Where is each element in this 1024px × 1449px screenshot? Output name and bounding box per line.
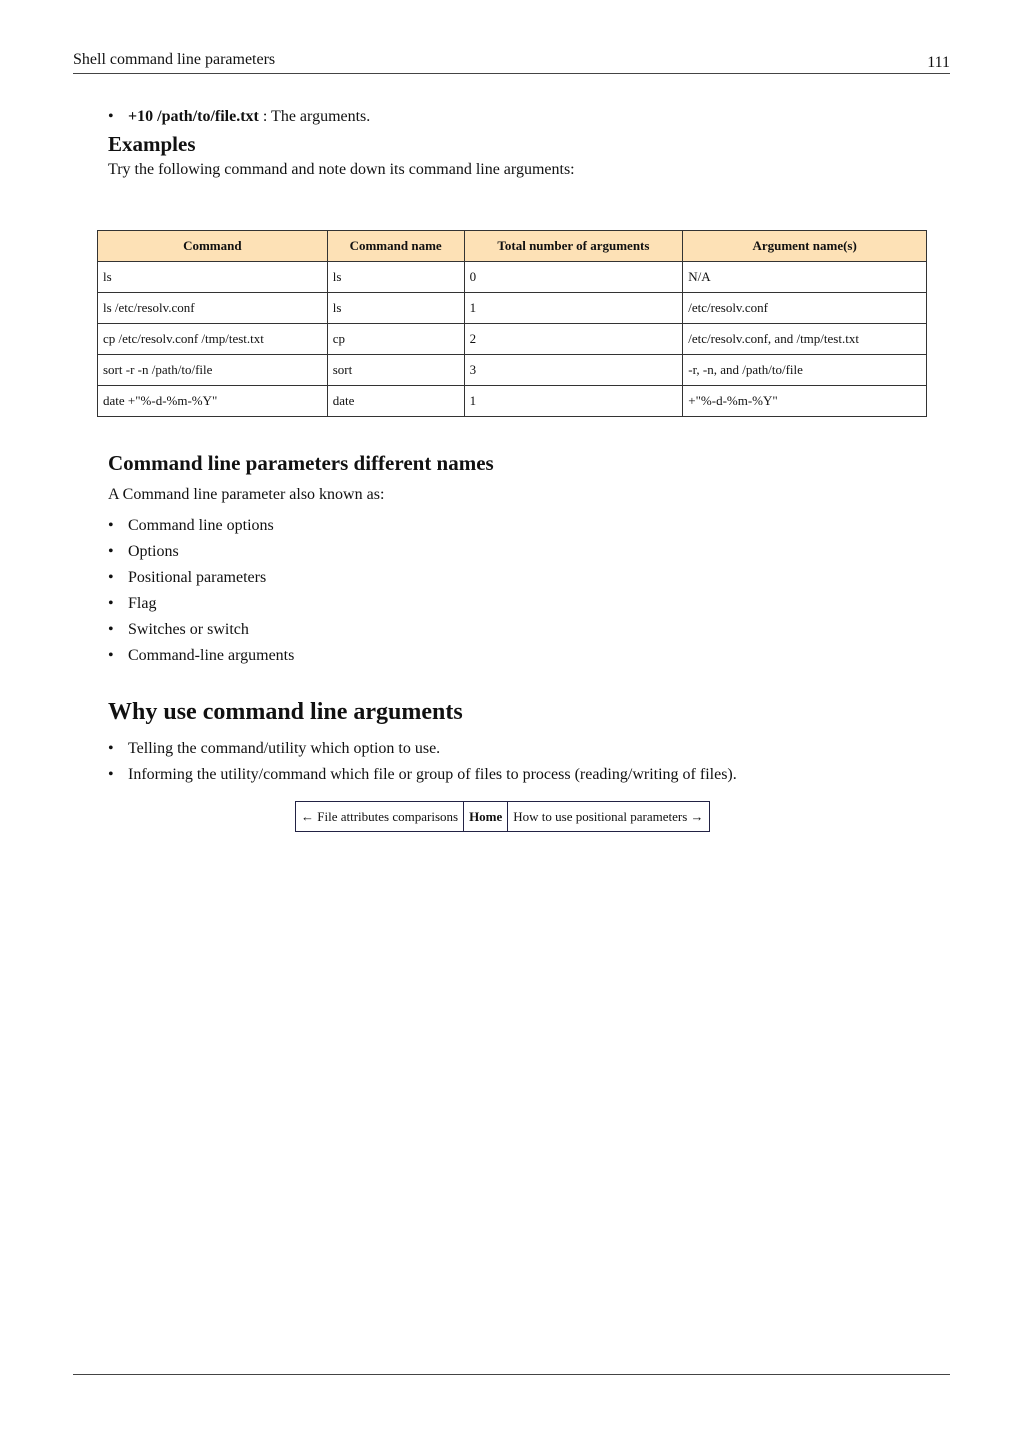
list-item: • Command line options: [108, 513, 950, 539]
list-item: • Informing the utility/command which file or group of files to process (reading/writing of files).: [108, 762, 950, 788]
page-number: 111: [927, 54, 950, 71]
table-row: [98, 262, 927, 293]
why-heading: Why use command line arguments: [108, 699, 463, 725]
list-item: • Positional parameters: [108, 565, 950, 591]
names-section: [108, 449, 950, 669]
examples-heading: Examples: [108, 132, 196, 156]
arguments-list-item: [108, 104, 950, 130]
table-row: [98, 324, 927, 355]
next-page-link[interactable]: How to use positional parameters →: [508, 802, 709, 832]
table-cell: sort: [327, 355, 464, 386]
table-cell: 3: [464, 355, 683, 386]
list-item: • Flag: [108, 591, 950, 617]
table-cell: N/A: [683, 262, 927, 293]
column-header-total-arguments: Total number of arguments: [464, 231, 683, 262]
arguments-table: [97, 230, 927, 417]
table-cell: cp: [327, 324, 464, 355]
column-header-argument-names: Argument name(s): [683, 231, 927, 262]
table-cell: sort -r -n /path/to/file: [98, 355, 328, 386]
table-cell: date: [327, 386, 464, 417]
main-content: [108, 104, 950, 182]
table-cell: cp /etc/resolv.conf /tmp/test.txt: [98, 324, 328, 355]
table-cell: ls: [98, 262, 328, 293]
names-list: [108, 513, 950, 669]
table-cell: +"%-d-%m-%Y": [683, 386, 927, 417]
arguments-text: : The arguments.: [258, 108, 371, 125]
list-item: • Switches or switch: [108, 617, 950, 643]
table-cell: 0: [464, 262, 683, 293]
table-cell: ls /etc/resolv.conf: [98, 293, 328, 324]
names-heading: Command line parameters different names: [108, 451, 494, 475]
arguments-code: +10 /path/to/file.txt: [128, 108, 259, 125]
list-item: • Telling the command/utility which option to use.: [108, 736, 950, 762]
table-cell: 1: [464, 293, 683, 324]
why-list: [108, 736, 950, 788]
column-header-command: Command: [98, 231, 328, 262]
table-cell: date +"%-d-%m-%Y": [98, 386, 328, 417]
why-section: [108, 696, 950, 788]
page-header: [73, 50, 950, 74]
names-lead: A Command line parameter also known as:: [108, 486, 385, 503]
table-header-row: [98, 231, 927, 262]
navigation-row: [296, 802, 710, 832]
table-cell: /etc/resolv.conf, and /tmp/test.txt: [683, 324, 927, 355]
examples-lead: Try the following command and note down its command line arguments:: [108, 161, 575, 178]
list-item: • Command-line arguments: [108, 643, 950, 669]
prev-page-link[interactable]: ← File attributes comparisons: [296, 802, 464, 832]
footer-rule: [73, 1374, 950, 1375]
table-cell: /etc/resolv.conf: [683, 293, 927, 324]
table-row: [98, 355, 927, 386]
table-row: [98, 293, 927, 324]
table-cell: ls: [327, 293, 464, 324]
table-cell: 2: [464, 324, 683, 355]
home-link[interactable]: Home: [464, 802, 508, 832]
column-header-command-name: Command name: [327, 231, 464, 262]
list-item: • Options: [108, 539, 950, 565]
page-navigation: [295, 801, 710, 832]
arguments-list: [108, 104, 950, 130]
table-cell: -r, -n, and /path/to/file: [683, 355, 927, 386]
table-cell: 1: [464, 386, 683, 417]
table-cell: ls: [327, 262, 464, 293]
table-row: [98, 386, 927, 417]
running-title: Shell command line parameters: [73, 51, 276, 68]
